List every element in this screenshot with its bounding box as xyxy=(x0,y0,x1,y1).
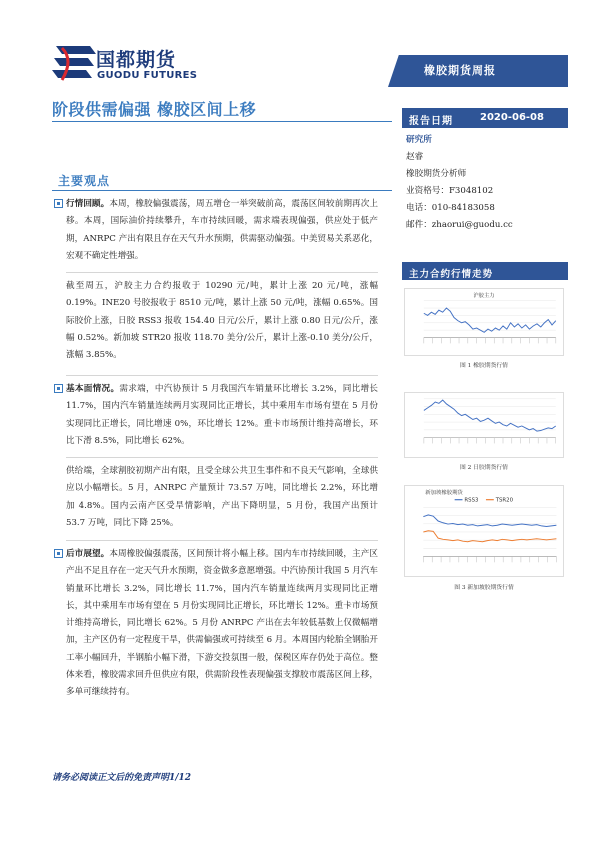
institute-heading: 研究所 xyxy=(406,135,432,145)
text-prices: 截至周五，沪胶主力合约报收于 10290 元/吨，累计上涨 20 元/吨，涨幅 0.19%。INE20 号胶报收于 8510 元/吨，累计上涨 50 元/吨，涨幅 0.65%。国际胶价上涨，日胶 RSS3 报收 154.40 日元/公斤，累计上涨 0.80 日元/公斤，涨幅 0.52%。新加坡 STR20 报收 118.70 美分/公斤，累计上涨-0.10 美分/公斤，涨幅 3.85%。 xyxy=(66,281,378,361)
analyst-name: 赵睿 xyxy=(406,152,424,162)
paragraph-divider xyxy=(66,457,378,458)
paragraph-review xyxy=(66,196,378,265)
series-line xyxy=(424,400,556,431)
bullet-icon xyxy=(54,384,63,393)
report-date-value: 2020-06-08 xyxy=(480,112,544,123)
bullet-icon xyxy=(54,549,63,558)
chart-title: 沪胶主力 xyxy=(473,292,495,299)
legend-label-tsr20: TSR20 xyxy=(495,497,514,504)
logo-emblem-icon xyxy=(52,46,96,80)
text-supply: 供给端，全球割胶初期产出有限，且受全球公共卫生事件和不良天气影响，全球供应以小幅增长。5 月，ANRPC 产量预计 73.57 万吨，同比增长 2.2%，环比增加 4.8%。国内云南产区受旱情影响，产出下降明显，5 月份，我国产出预计 53.7 万吨，同比下降 25%。 xyxy=(66,466,378,528)
text-outlook: 本周橡胶偏强震荡，区间预计将小幅上移。国内车市持续回暖，主产区产出不足且存在一定天气升水预期，资金做多意愿增强。中汽协预计我国 5 月汽车销量环比增长 3.2%，同比增长 11.7%，国内汽车销量连续两月实现同比正增长，其中乘用车市场有望在 5 月份实现同比正增长，环比增长 12%。重卡市场预计维持高增长，同比增长 62%。5 月份 ANRPC 产出在去年较低基数上仅微幅增加，主产区仍有一定程度干旱，供需偏强或可持续至 6 月。本周国内轮胎全钢胎开工率小幅回升，半钢胎小幅下滑，下游交投氛围一般，保税区库存仍处于高位。整体来看，橡胶需求回升但供应有限，供需阶段性表现偏强支撑胶市震荡区间上移，多单可继续持有。 xyxy=(66,549,378,698)
keyword-review: 行情回顾。 xyxy=(66,199,110,209)
paragraph-divider xyxy=(66,272,378,273)
analyst-role: 橡胶期货分析师 xyxy=(406,169,467,179)
chart-title: 新加坡橡胶期货 xyxy=(425,489,463,496)
chart-caption: 图 2 日胶期货行情 xyxy=(460,465,508,471)
analyst-license: 业资格号：F3048102 xyxy=(406,186,494,196)
bullet-icon xyxy=(54,199,63,208)
analyst-phone: 电话：010-84183058 xyxy=(406,203,495,213)
logo-text-cn: 国都期货 xyxy=(96,49,177,71)
logo-text-en: GUODU FUTURES xyxy=(97,70,198,81)
paragraph-supply xyxy=(66,463,378,532)
series-line xyxy=(424,308,556,332)
report-type: 橡胶期货周报 xyxy=(424,64,496,77)
paragraph-divider xyxy=(66,375,378,376)
keyword-fundamentals: 基本面情况。 xyxy=(66,384,120,394)
text-review: 本周，橡胶偏强震荡，周五增仓一举突破前高，震荡区间较前期再次上移。本周，国际油价持续攀升，车市持续回暖，需求端表现偏强，供应处于低产期，ANRPC 产出有限且存在天气升水预期，供需驱动偏强。中美贸易关系恶化，宏观不确定性增强。 xyxy=(66,199,378,261)
report-date-label: 报告日期 xyxy=(409,116,453,127)
analyst-email: 邮件：zhaorui@guodu.cc xyxy=(406,220,513,230)
disclaimer-footer: 请务必阅读正文后的免责声明1/12 xyxy=(52,773,192,783)
section-title: 主要观点 xyxy=(58,174,111,188)
series-line xyxy=(423,515,556,527)
paragraph-fundamentals xyxy=(66,381,378,450)
analyst-info xyxy=(406,132,566,234)
chart-caption: 图 1 橡胶期货行情 xyxy=(460,363,508,369)
title-divider xyxy=(52,121,392,122)
sidebar-heading: 主力合约行情走势 xyxy=(409,269,494,280)
text-fundamentals: 需求端，中汽协预计 5 月我国汽车销量环比增长 3.2%，同比增长 11.7%，国内汽车销量连续两月实现同比正增长，其中乘用车市场有望在 5 月份实现同比正增长，同比增速 0%，环比增长 12%。重卡市场预计维持高增长，环比下滑 8.5%，同比增长 62%。 xyxy=(66,384,378,446)
paragraph-prices xyxy=(66,278,378,364)
chart-caption: 图 3 新加坡胶期货行情 xyxy=(454,585,514,591)
legend-label-rss3: RSS3 xyxy=(464,497,479,504)
keyword-outlook: 后市展望。 xyxy=(66,549,110,559)
page-title: 阶段供需偏强 橡胶区间上移 xyxy=(52,100,257,119)
paragraph-divider xyxy=(66,540,378,541)
section-divider xyxy=(52,190,392,191)
chart-shfe-rubber xyxy=(404,288,564,356)
paragraph-outlook xyxy=(66,546,378,702)
chart-tocom-rubber xyxy=(404,392,564,458)
chart-sgx-rubber xyxy=(404,485,564,577)
